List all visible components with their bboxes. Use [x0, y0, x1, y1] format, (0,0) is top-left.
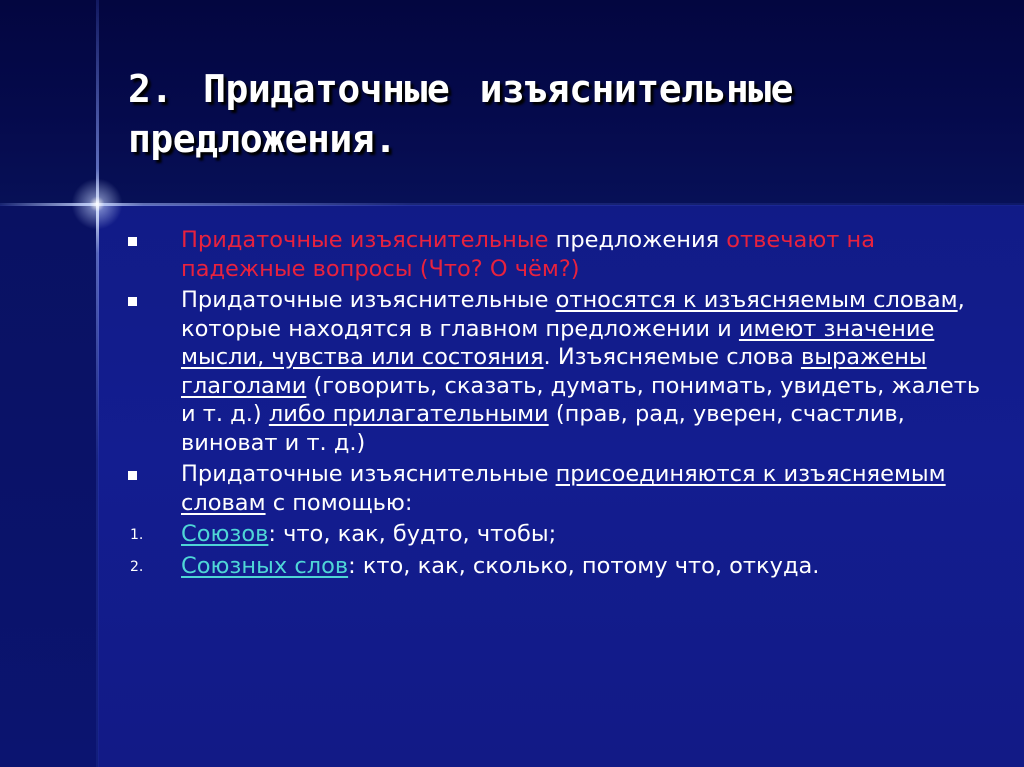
- hyperlink-conjunctions[interactable]: Союзов: [181, 521, 269, 547]
- plain-text: : что, как, будто, чтобы;: [268, 521, 557, 547]
- list-number: 1.: [130, 527, 144, 543]
- star-flare-icon: [67, 174, 127, 234]
- plain-text: предложения: [548, 227, 727, 253]
- plain-text: : кто, как, сколько, потому что, откуда.: [348, 552, 820, 579]
- plain-text: (прав, рад, уверен, счастлив, виноват и т. д.): [181, 401, 905, 456]
- bullet-item-joining: [128, 460, 988, 517]
- square-bullet-icon: [128, 471, 137, 480]
- vertical-light-line: [96, 0, 99, 767]
- plain-text: с помощью:: [265, 489, 413, 516]
- question-text: отвечают на падежные вопросы (Что? О чём?): [181, 227, 876, 282]
- bullet-item-answers: [128, 226, 988, 283]
- underlined-text: выражены глаголами: [181, 344, 927, 399]
- underlined-text: имеют значение мысли, чувства или состояния: [181, 315, 935, 370]
- numbered-item-conjunctions: [128, 520, 988, 549]
- list-number: 2.: [130, 558, 144, 575]
- plain-text: , которые находятся в главном предложении и: [181, 287, 965, 342]
- slide-content: [128, 226, 988, 583]
- plain-text: Придаточные изъяснительные: [181, 287, 556, 313]
- square-bullet-icon: [128, 297, 137, 306]
- numbered-item-conjunctive-words: [128, 552, 988, 581]
- bullet-item-relation: [128, 286, 988, 457]
- slide-left-margin: [0, 205, 98, 767]
- underlined-text: либо прилагательными: [268, 401, 549, 427]
- plain-text: (говорить, сказать, думать, понимать, увидеть, жалеть и т. д.): [181, 372, 981, 427]
- horizontal-light-line: [0, 203, 1024, 206]
- underlined-text: присоединяются к изъясняемым словам: [181, 461, 946, 516]
- slide-title: 2. Придаточные изъяснительные предложения.: [128, 67, 793, 161]
- plain-text: . Изъясняемые слова: [543, 344, 801, 370]
- plain-text: Придаточные изъяснительные: [181, 461, 556, 487]
- square-bullet-icon: [128, 237, 137, 246]
- hyperlink-conjunctive-words[interactable]: Союзных слов: [181, 552, 349, 579]
- underlined-text: относятся к изъясняемым словам: [555, 287, 958, 313]
- term-text: Придаточные изъяснительные: [181, 227, 549, 253]
